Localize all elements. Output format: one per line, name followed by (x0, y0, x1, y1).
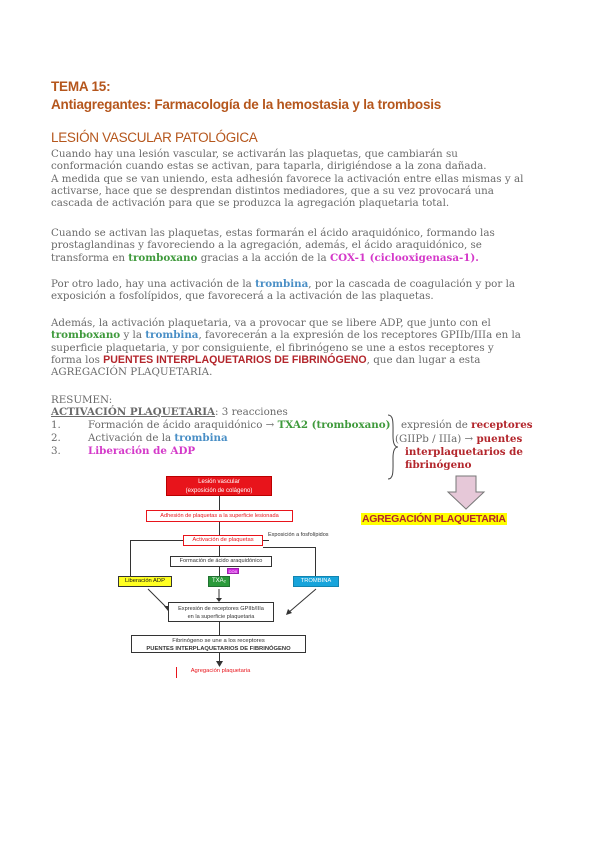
p2-line (51, 252, 551, 264)
trombina-highlight: trombina (255, 278, 309, 290)
box-expresion-line1: Expresión de receptores GPIIb/IIIa (178, 606, 264, 612)
section-heading: LESIÓN VASCULAR PATOLÓGICA (51, 130, 258, 145)
summary-item-1 (88, 419, 391, 431)
p3-text: Por otro lado, hay una activación de la (51, 278, 256, 290)
summary-label: RESUMEN: (51, 394, 113, 406)
box-expresion-line2: en la superficie plaquetaria (187, 614, 255, 620)
receptores-highlight: receptores (471, 419, 533, 431)
summary-item-text: Activación de la (88, 432, 175, 444)
p4-text: , que dan lugar a esta (366, 353, 481, 366)
p2-text: gracias a la acción de la (197, 251, 330, 264)
box-fibrinogeno-line2: PUENTES INTERPLAQUETARIOS DE FIBRINÓGENO (146, 646, 291, 652)
result-agregacion: AGREGACIÓN PLAQUETARIA (362, 513, 506, 525)
summary-item-3 (88, 445, 195, 457)
label-cox: COX (228, 569, 238, 574)
summary-heading-suffix: : 3 reacciones (215, 406, 288, 418)
p3-line (51, 278, 551, 290)
puentes-highlight: puentes (476, 433, 523, 445)
paragraph-1 (51, 148, 551, 209)
summary-heading (51, 406, 288, 418)
p1-line: A medida que se van uniendo, esta adhesión favorece la activación entre ellas mismas y al (51, 172, 524, 185)
p1-line: Cuando hay una lesión vascular, se activarán las plaquetas, que cambiarán su (51, 148, 458, 160)
label-fosfolipidos: Exposición a fosfolípidos (268, 532, 329, 538)
box-formacion: Formación de ácido araquidónico (170, 556, 272, 567)
p1-line: cascada de activación para que se produzca la agregación plaquetaria total. (51, 197, 450, 210)
adp-highlight: Liberación de ADP (88, 445, 196, 457)
trombina-highlight: trombina (174, 432, 228, 444)
summary-item-2 (88, 432, 228, 444)
p1-line: activarse, hace que se desprendan distintos mediadores, que a su vez provocará una (51, 184, 494, 197)
p2-text: transforma en (51, 251, 129, 264)
box-trombina: TROMBINA (293, 576, 339, 587)
receptors-line2 (395, 433, 522, 445)
box-fibrinogeno (131, 635, 306, 653)
box-expresion (168, 602, 274, 622)
box-fibrinogeno-line1: Fibrinógeno se une a los receptores (172, 638, 265, 644)
cox-highlight: COX-1 (ciclooxigenasa-1). (329, 251, 479, 264)
p4-line (51, 329, 551, 341)
title-line1: TEMA 15: (51, 79, 111, 94)
paragraph-2 (51, 227, 551, 264)
p3-text: , por la cascada de coagulación y por la (308, 278, 516, 290)
p4-text: forma los (51, 353, 104, 366)
summary-heading-text: ACTIVACIÓN PLAQUETARIA (51, 406, 216, 418)
summary-item-num: 1. (51, 419, 61, 431)
paragraph-4 (51, 317, 551, 378)
brace-icon (386, 414, 400, 480)
tromboxano-highlight: tromboxano (128, 251, 198, 264)
box-lesion-line2: (exposición de colágeno) (185, 488, 253, 494)
box-adp: Liberación ADP (118, 576, 172, 587)
puentes-highlight: PUENTES INTERPLAQUETARIOS DE FIBRINÓGENO (103, 353, 367, 366)
summary-item-num: 3. (51, 445, 61, 457)
box-txa2: TXA₂ (208, 576, 230, 587)
receptors-text: expresión de (401, 419, 472, 431)
p4-line: superficie plaquetaria, y por consiguiente, el fibrinógeno se une a estos receptores y (51, 341, 494, 354)
summary-item-text: Formación de ácido araquidónico → (88, 419, 278, 431)
summary-item-num: 2. (51, 432, 61, 444)
paragraph-3 (51, 278, 551, 303)
box-activacion: Activación de plaquetas (183, 535, 263, 546)
box-adhesion: Adhesión de plaquetas a la superficie lesionada (146, 510, 293, 522)
p4-line: Además, la activación plaquetaria, va a provocar que se libere ADP, que junto con el (51, 317, 491, 329)
p4-text: y la (120, 329, 146, 342)
trombina-highlight: trombina (145, 329, 199, 342)
box-lesion (166, 476, 272, 496)
p4-line (51, 354, 551, 366)
p1-line: conformación cuando estas se activan, para taparla, dirigiéndose a la zona dañada. (51, 160, 487, 173)
txa2-highlight: TXA2 (tromboxano) (277, 419, 391, 431)
document-title: Antiagregantes: Farmacología de la hemostasia y la trombosis (51, 97, 442, 112)
receptors-text: (GIIPb / IIIa) → (395, 433, 477, 445)
receptors-line1 (401, 419, 533, 431)
tromboxano-highlight: tromboxano (51, 329, 121, 342)
receptors-line3: interplaquetarios de (405, 446, 523, 458)
box-lesion-line1: Lesión vascular (198, 479, 240, 485)
p3-line: exposición a fosfolípidos, que favorecerá a la activación de las plaquetas. (51, 290, 434, 303)
p4-text: , favorecerán a la expresión de los receptores GPIIb/IIIa en la (198, 329, 521, 342)
p2-line: Cuando se activan las plaquetas, estas formarán el ácido araquidónico, formando las (51, 227, 495, 239)
p2-line: prostaglandinas y favoreciendo a la agregación, además, el ácido araquidónico, se (51, 239, 482, 252)
down-arrow-icon (446, 475, 486, 511)
box-agregacion: Agregación plaquetaria (176, 667, 264, 678)
receptors-line4: fibrinógeno (405, 459, 472, 471)
p4-line: AGREGACIÓN PLAQUETARIA. (51, 366, 213, 379)
